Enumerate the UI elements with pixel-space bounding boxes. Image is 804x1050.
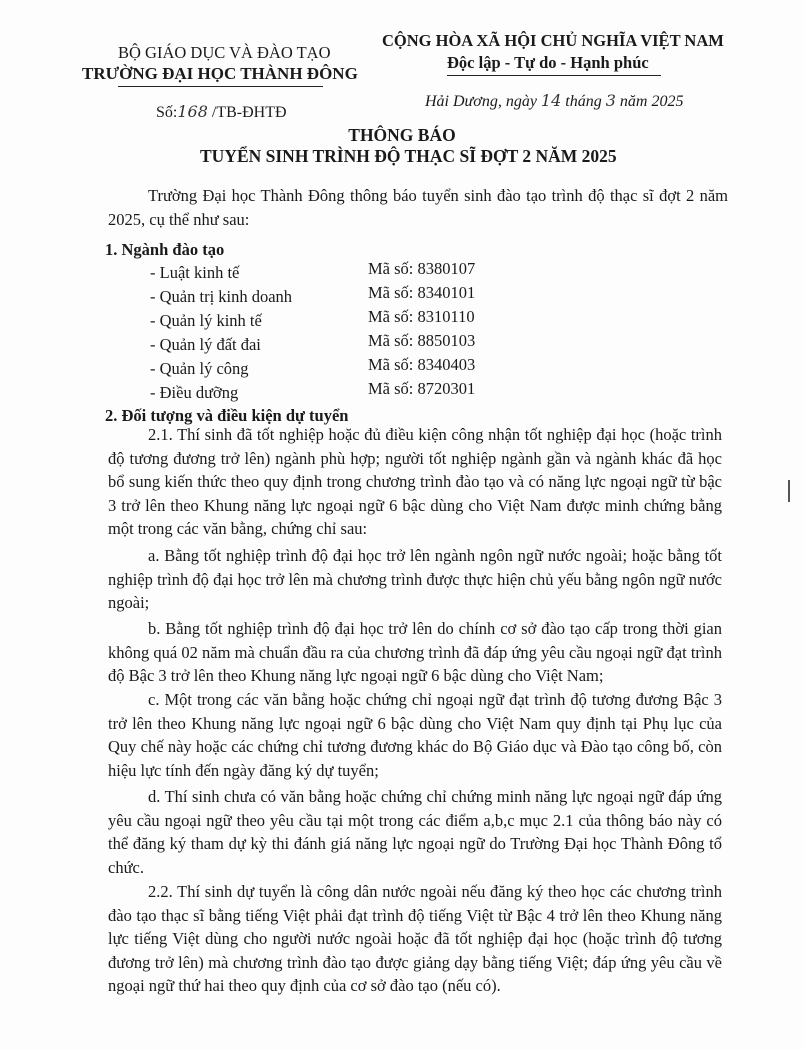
major-code: Mã số: 8720301 — [368, 379, 476, 398]
paragraph-2-2: 2.2. Thí sinh dự tuyển là công dân nước ngoài nếu đăng ký theo học các chương trình đào tạo thạc sĩ bằng tiếng Việt phải đạt trình độ tiếng Việt từ Bậc 4 trở lên theo Khung năng lực tiếng Việt dùng cho người nước ngoài hoặc đã tốt nghiệp đại học (hoặc trình độ tương đương trở lên) mà chương trình đào tạo được giảng dạy bằng tiếng Việt; đáp ứng yêu cầu về ngoại ngữ thứ hai theo quy định của cơ sở đào tạo (nếu có). — [108, 882, 722, 996]
school-underline — [118, 86, 323, 87]
major-name: - Quản lý công — [150, 359, 249, 378]
paragraph-2-1-c: c. Một trong các văn bằng hoặc chứng chỉ ngoại ngữ đạt trình độ tương đương Bậc 3 trở lên theo Khung năng lực ngoại ngữ 6 bậc dùng cho Việt Nam quy định tại Phụ lục của Quy chế này hoặc các chứng chỉ tương đương khác do Bộ Giáo dục và Đào tạo công bố, còn hiệu lực tính đến ngày đăng ký dự tuyển; — [108, 690, 722, 780]
major-code: Mã số: 8340101 — [368, 283, 476, 302]
major-code: Mã số: 8380107 — [368, 259, 476, 278]
motto-underline — [447, 75, 661, 76]
major-name: - Điều dưỡng — [150, 383, 239, 402]
doc-no-handwritten: 168 — [177, 102, 208, 121]
major-name: - Quản trị kinh doanh — [150, 287, 293, 306]
doc-no-suffix: /TB-ĐHTĐ — [211, 104, 287, 121]
document-number — [156, 102, 287, 122]
major-code: Mã số: 8340403 — [368, 355, 476, 374]
document-title: THÔNG BÁO — [348, 125, 456, 145]
scan-mark — [788, 480, 790, 502]
major-name: - Luật kinh tế — [150, 263, 240, 282]
intro-paragraph: Trường Đại học Thành Đông thông báo tuyển sinh đào tạo trình độ thạc sĩ đợt 2 năm 2025, cụ thể như sau: — [108, 186, 728, 229]
section-2-heading: 2. Đối tượng và điều kiện dự tuyển — [105, 406, 349, 425]
school-name: TRƯỜNG ĐẠI HỌC THÀNH ĐÔNG — [82, 64, 358, 83]
paragraph-2-1-a: a. Bằng tốt nghiệp trình độ đại học trở lên ngành ngôn ngữ nước ngoài; hoặc bằng tốt nghiệp trình độ đại học trở lên mà chương trình được thực hiện chủ yếu bằng ngôn ngữ nước ngoài; — [108, 546, 722, 613]
major-code: Mã số: 8310110 — [368, 307, 475, 326]
major-code: Mã số: 8850103 — [368, 331, 476, 350]
date-month: 3 — [605, 91, 616, 110]
ministry-name: BỘ GIÁO DỤC VÀ ĐÀO TẠO — [118, 43, 331, 62]
national-motto: Độc lập - Tự do - Hạnh phúc — [447, 53, 649, 72]
paragraph-2-1-d: d. Thí sinh chưa có văn bằng hoặc chứng chỉ chứng minh năng lực ngoại ngữ đáp ứng yêu cầu ngoại ngữ theo yêu cầu tại một trong các điểm a,b,c mục 2.1 của thông báo này có thể đăng ký tham dự kỳ thi đánh giá năng lực ngoại ngữ do Trường Đại học Thành Đông tổ chức. — [108, 787, 722, 877]
major-name: - Quản lý kinh tế — [150, 311, 262, 330]
doc-no-prefix: Số: — [156, 104, 178, 121]
document-subtitle: TUYỂN SINH TRÌNH ĐỘ THẠC SĨ ĐỢT 2 NĂM 2025 — [200, 146, 617, 166]
month-label: tháng — [565, 93, 602, 110]
year-label: năm 2025 — [619, 93, 684, 110]
republic-name: CỘNG HÒA XÃ HỘI CHỦ NGHĨA VIỆT NAM — [382, 31, 724, 50]
section-1-heading: 1. Ngành đào tạo — [105, 240, 225, 259]
place-prefix: Hải Dương, ngày — [425, 93, 537, 110]
date-day: 14 — [540, 91, 562, 110]
place-date — [425, 91, 683, 111]
paragraph-2-1: 2.1. Thí sinh đã tốt nghiệp hoặc đủ điều kiện công nhận tốt nghiệp đại học (hoặc trình độ tương đương trở lên) ngành phù hợp; người tốt nghiệp ngành gần và ngành khác đã học bổ sung kiến thức theo quy định trong chương trình đào tạo và có năng lực ngoại ngữ từ bậc 3 trở lên theo Khung năng lực ngoại ngữ 6 bậc dùng cho Việt Nam được minh chứng bằng một trong các văn bằng, chứng chỉ sau: — [108, 425, 722, 539]
paragraph-2-1-b: b. Bằng tốt nghiệp trình độ đại học trở lên do chính cơ sở đào tạo cấp trong thời gian không quá 02 năm mà chuẩn đầu ra của chương trình đã đáp ứng yêu cầu ngoại ngữ đạt trình độ Bậc 3 trở lên theo Khung năng lực ngoại ngữ 6 bậc dùng cho Việt Nam; — [108, 619, 722, 686]
major-name: - Quản lý đất đai — [150, 335, 261, 354]
